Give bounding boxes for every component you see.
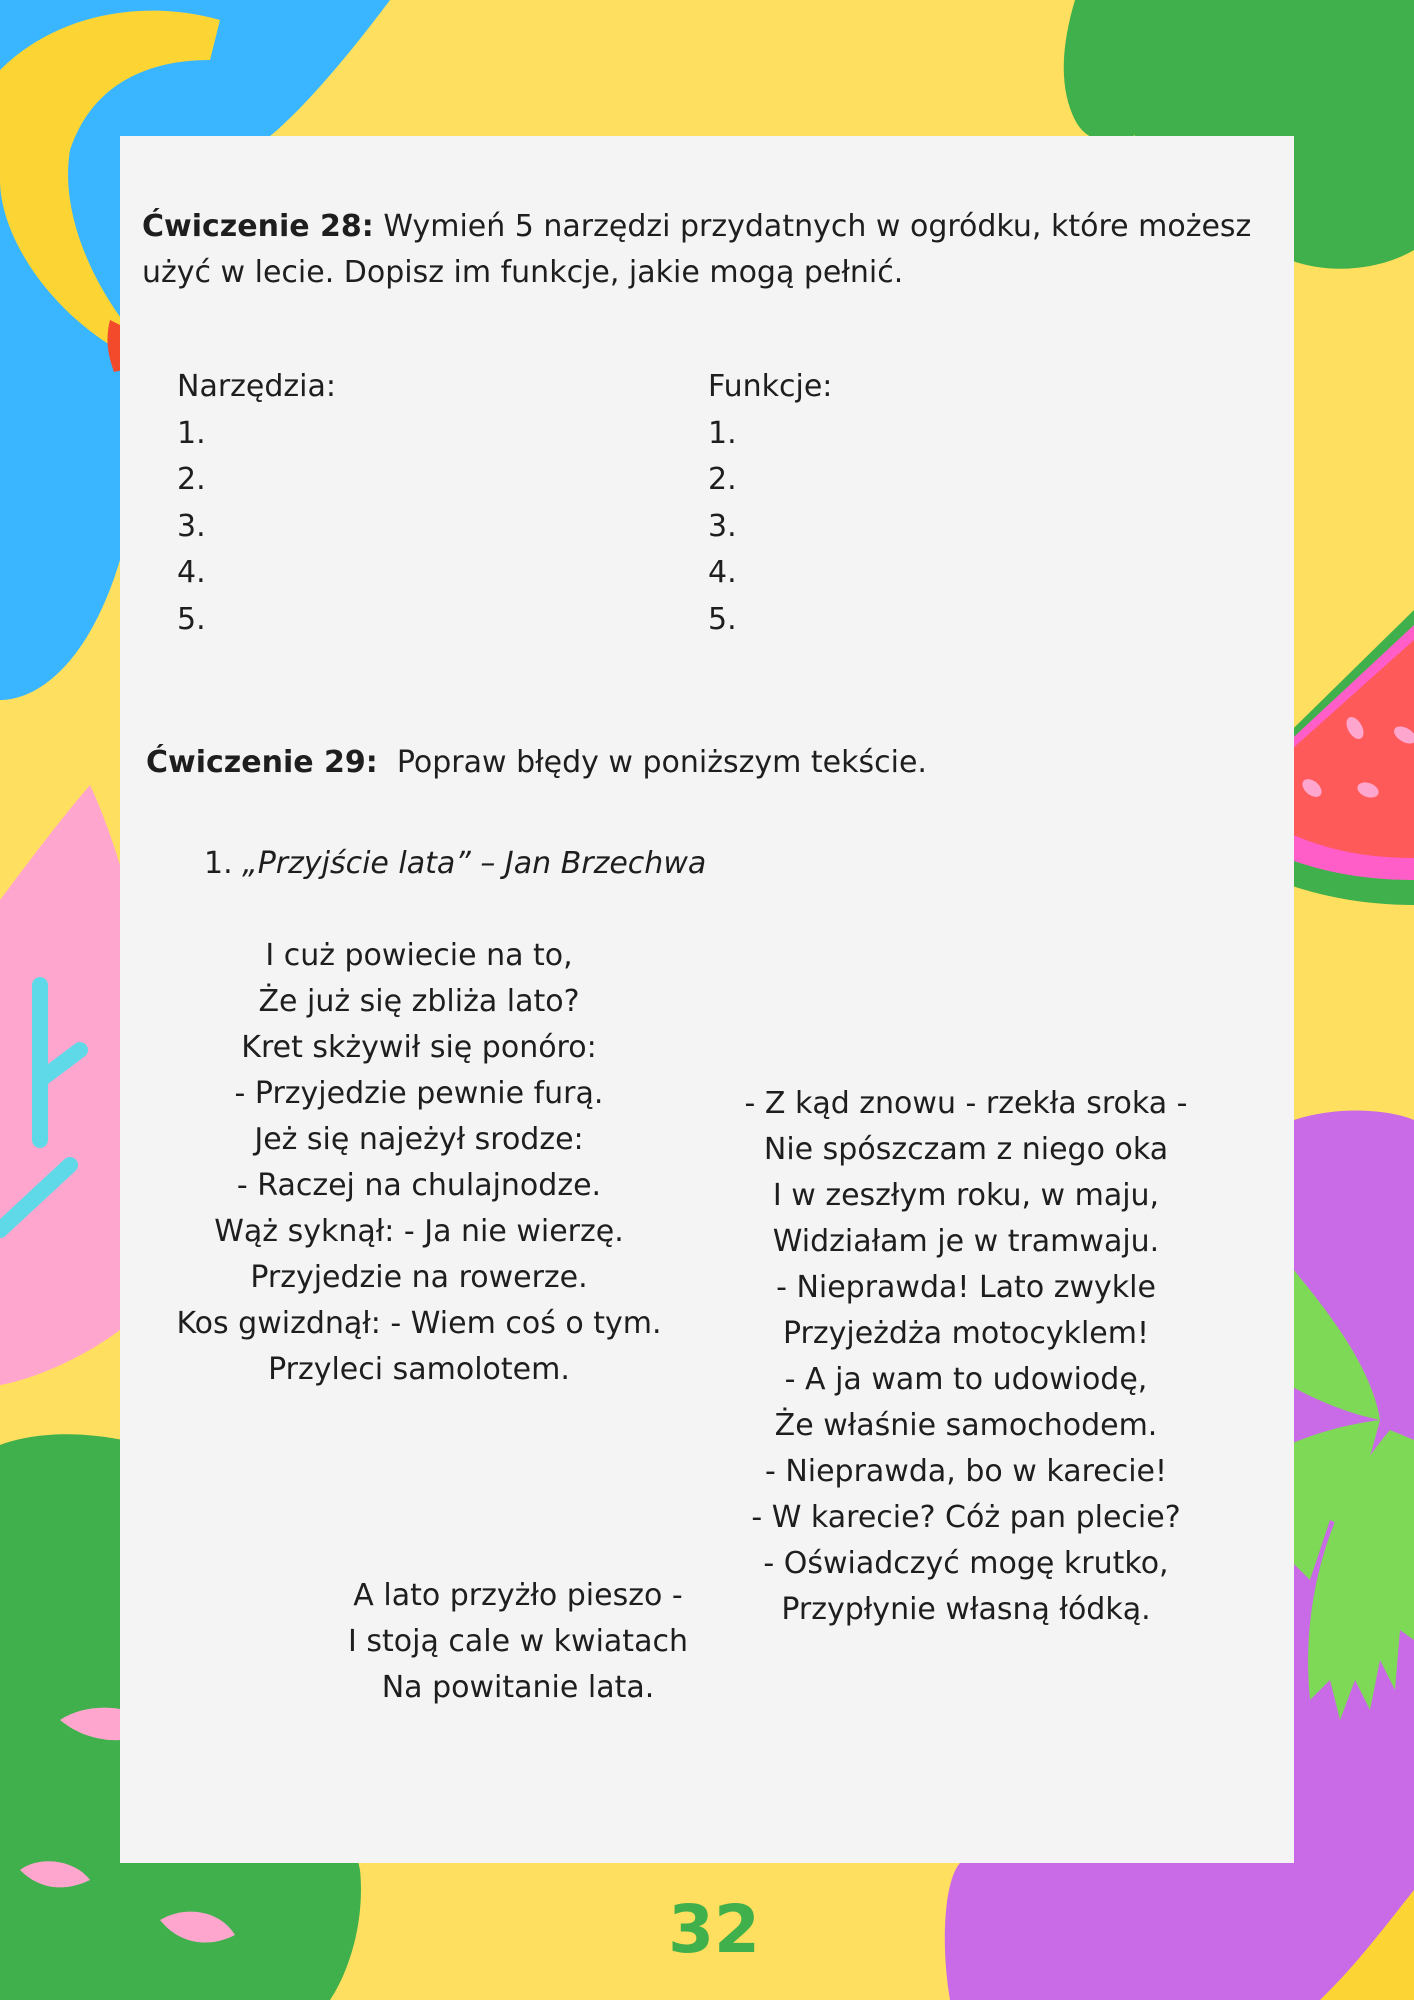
functions-item: 3. [708, 508, 737, 544]
poem-title [204, 841, 706, 887]
poem-line: - Z kąd znowu - rzekła sroka - [744, 1086, 1188, 1121]
worksheet-card [120, 136, 1294, 1863]
exercise-28 [142, 204, 1272, 296]
tools-item: 1. [177, 415, 206, 451]
tools-item: 4. [177, 555, 206, 590]
poem-line: Jeż się najeżył srodze: [254, 1122, 584, 1157]
poem-number: 1. [204, 846, 243, 881]
poem-line: Na powitanie lata. [381, 1670, 655, 1705]
functions-item: 4. [708, 555, 737, 590]
functions-item: 5. [708, 601, 737, 637]
poem-line: - Nieprawda! Lato zwykle [776, 1270, 1156, 1305]
page-number: 32 [668, 1891, 760, 1968]
poem-stanza-right [666, 1081, 1266, 1633]
functions-item: 2. [708, 462, 737, 497]
poem-line: Że właśnie samochodem. [774, 1408, 1158, 1443]
tools-item: 5. [177, 601, 206, 637]
exercise-29 [146, 740, 1276, 786]
poem-stanza-bottom [292, 1573, 744, 1711]
poem-line: - Przyjedzie pewnie furą. [234, 1076, 604, 1111]
poem-line: - W karecie? Cóż pan plecie? [751, 1500, 1181, 1535]
tools-header: Narzędzia: [177, 369, 336, 404]
poem-line: Przypłynie własną łódką. [781, 1592, 1151, 1627]
poem-line: I cuż powiecie na to, [265, 938, 573, 973]
poem-line: A lato przyżło pieszo - [353, 1578, 683, 1613]
exercise-28-text: Wymień 5 narzędzi przydatnych w ogródku, które możesz użyć w lecie. Dopisz im funkcje, jakie mogą pełnić. [142, 209, 1252, 290]
tools-item: 3. [177, 508, 206, 544]
poem-line: Przyleci samolotem. [268, 1352, 570, 1387]
poem-line: Że już się zbliża lato? [258, 984, 580, 1019]
functions-column [708, 364, 832, 643]
poem-line: Przyjedzie na rowerze. [250, 1260, 588, 1295]
poem-line: I w zeszłym roku, w maju, [772, 1178, 1160, 1213]
poem-line: I stoją cale w kwiatach [348, 1624, 688, 1659]
tools-item: 2. [177, 462, 206, 497]
poem-line: Wąż syknął: - Ja nie wierzę. [214, 1214, 624, 1249]
exercise-29-text: Popraw błędy w poniższym tekście. [377, 745, 927, 780]
poem-line: - Raczej na chulajnodze. [236, 1168, 602, 1203]
poem-line: Kret skżywił się ponóro: [241, 1030, 597, 1065]
exercise-28-label: Ćwiczenie 28: [142, 209, 374, 244]
functions-header: Funkcje: [708, 369, 833, 404]
poem-title-text: „Przyjście lata” – Jan Brzechwa [242, 846, 707, 881]
tools-column [177, 364, 336, 643]
poem-line: - Oświadczyć mogę krutko, [763, 1546, 1169, 1581]
exercise-29-label: Ćwiczenie 29: [146, 745, 378, 780]
poem-line: Widziałam je w tramwaju. [772, 1224, 1160, 1259]
poem-stanza-left [120, 933, 718, 1393]
poem-line: Nie spószczam z niego oka [763, 1132, 1169, 1167]
poem-line: - Nieprawda, bo w karecie! [764, 1454, 1168, 1489]
poem-line: - A ja wam to udowiodę, [784, 1362, 1148, 1397]
poem-line: Kos gwizdnął: - Wiem coś o tym. [176, 1306, 662, 1341]
poem-line: Przyjeżdża motocyklem! [782, 1316, 1149, 1351]
functions-item: 1. [708, 415, 737, 451]
